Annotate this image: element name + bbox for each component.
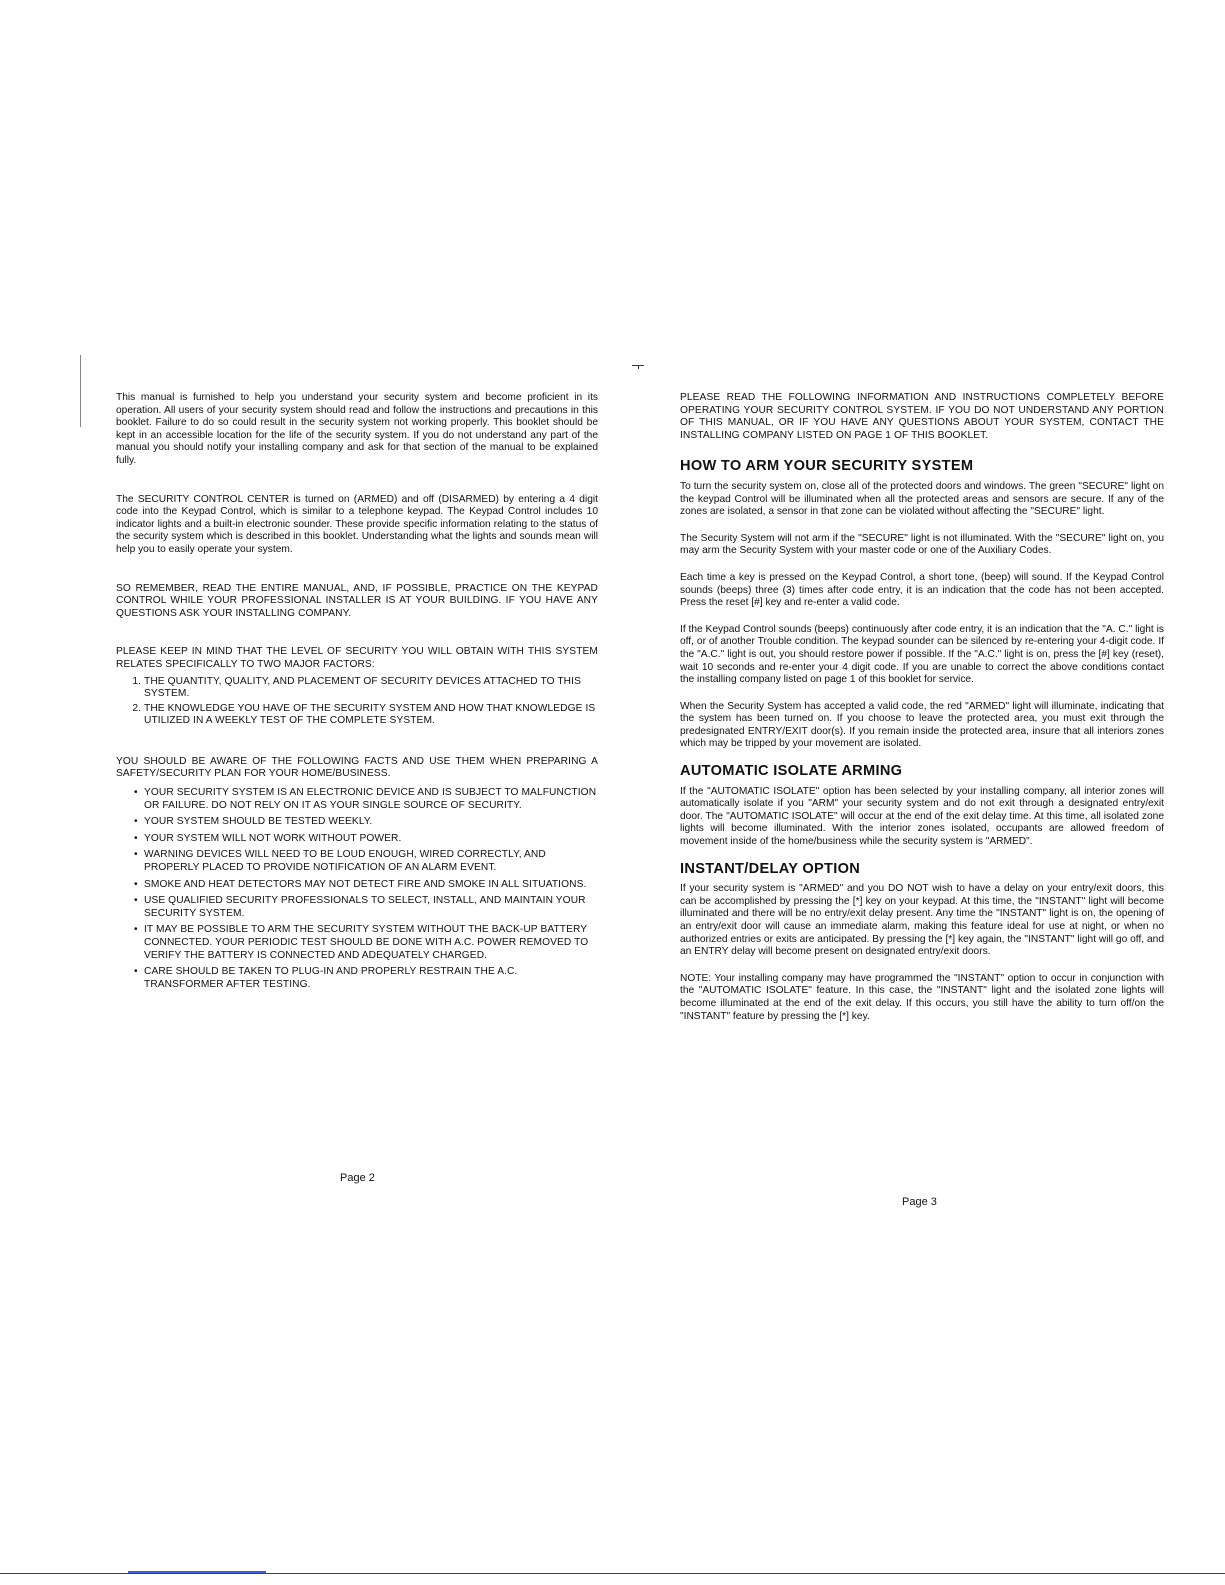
page-2 bbox=[0, 0, 612, 1585]
page-2-column bbox=[116, 392, 598, 995]
section-heading-isolate: AUTOMATIC ISOLATE ARMING bbox=[680, 763, 903, 780]
remember-paragraph: SO REMEMBER, READ THE ENTIRE MANUAL, AND, IF POSSIBLE, PRACTICE ON THE KEYPAD CONTROL WHILE YOUR PROFESSIONAL INSTALLER IS AT YOUR BUILDING. IF YOU HAVE ANY QUESTIONS ASK YOUR INSTALLING COMPANY. bbox=[116, 582, 598, 619]
fact-item: • YOUR SECURITY SYSTEM IS AN ELECTRONIC DEVICE AND IS SUBJECT TO MALFUNCTION OR FAILURE. DO NOT RELY ON IT AS YOUR SINGLE SOURCE OF SECURITY. bbox=[144, 787, 598, 812]
fact-item: • YOUR SYSTEM SHOULD BE TESTED WEEKLY. bbox=[144, 816, 598, 829]
notice-paragraph: PLEASE READ THE FOLLOWING INFORMATION AND INSTRUCTIONS COMPLETELY BEFORE OPERATING YOUR SECURITY CONTROL SYSTEM. IF YOU DO NOT UNDERSTAND ANY PORTION OF THIS MANUAL, OR IF YOU HAVE ANY QUESTIONS ABOUT YOUR SYSTEM, CONTACT THE INSTALLING COMPANY LISTED ON PAGE 1 OF THIS BOOKLET. bbox=[680, 392, 1164, 441]
facts-list bbox=[116, 787, 598, 991]
factors-intro: PLEASE KEEP IN MIND THAT THE LEVEL OF SECURITY YOU WILL OBTAIN WITH THIS SYSTEM RELATES SPECIFICALLY TO TWO MAJOR FACTORS: bbox=[116, 646, 598, 670]
fact-item: • SMOKE AND HEAT DETECTORS MAY NOT DETECT FIRE AND SMOKE IN ALL SITUATIONS. bbox=[144, 879, 598, 892]
arm-paragraph: Each time a key is pressed on the Keypad Control, a short tone, (beep) will sound. If the Keypad Control sounds (beeps) three (3) times after code entry, it is an indication that the code has not been accepted. Press the reset [#] key and re-enter a valid code. bbox=[680, 571, 1164, 609]
factors-list bbox=[116, 676, 598, 728]
arm-paragraph: To turn the security system on, close all of the protected doors and windows. The green "SECURE" light on the keypad Control will be illuminated when all the protected areas and sensors are secure. If any of the zones are isolated, a sensor in that zone can be violated without affecting the "SECURE" light. bbox=[680, 480, 1164, 518]
page-number: Page 3 bbox=[902, 1196, 937, 1208]
page-3 bbox=[612, 0, 1225, 1585]
facts-intro: YOU SHOULD BE AWARE OF THE FOLLOWING FACTS AND USE THEM WHEN PREPARING A SAFETY/SECURITY PLAN FOR YOUR HOME/BUSINESS. bbox=[116, 755, 598, 780]
bottom-rule bbox=[0, 1573, 1225, 1574]
arm-paragraph: The Security System will not arm if the "SECURE" light is not illuminated. With the "SECURE" light on, you may arm the Security System with your master code or one of the Auxiliary Codes. bbox=[680, 532, 1164, 557]
page-3-column bbox=[680, 392, 1164, 1037]
page-number: Page 2 bbox=[340, 1172, 375, 1184]
fact-item: • CARE SHOULD BE TAKEN TO PLUG-IN AND PROPERLY RESTRAIN THE A.C. TRANSFORMER AFTER TESTING. bbox=[144, 966, 598, 991]
fact-item: • USE QUALIFIED SECURITY PROFESSIONALS TO SELECT, INSTALL, AND MAINTAIN YOUR SECURITY SYSTEM. bbox=[144, 895, 598, 920]
fact-item: • IT MAY BE POSSIBLE TO ARM THE SECURITY SYSTEM WITHOUT THE BACK-UP BATTERY CONNECTED. YOUR PERIODIC TEST SHOULD BE DONE WITH A.C. POWER REMOVED TO VERIFY THE BATTERY IS CONNECTED AND ADEQUATELY CHARGED. bbox=[144, 924, 598, 962]
isolate-paragraph: If the "AUTOMATIC ISOLATE" option has been selected by your installing company, all interior zones will automatically isolate if you "ARM" your security system and do not exit through a designated entry/exit door. The "AUTOMATIC ISOLATE" will occur at the end of the exit delay time. At this time, all isolated zone lights will become illuminated. With the interior zones isolated, occupants are allowed freedom of movement inside of the home/business while the security system is "ARMED". bbox=[680, 785, 1164, 848]
fact-item: • YOUR SYSTEM WILL NOT WORK WITHOUT POWER. bbox=[144, 833, 598, 846]
factor-item: 1. THE QUANTITY, QUALITY, AND PLACEMENT OF SECURITY DEVICES ATTACHED TO THIS SYSTEM. bbox=[144, 676, 598, 701]
fact-item: • WARNING DEVICES WILL NEED TO BE LOUD ENOUGH, WIRED CORRECTLY, AND PROPERLY PLACED TO PROVIDE NOTIFICATION OF AN ALARM EVENT. bbox=[144, 849, 598, 874]
instant-note: NOTE: Your installing company may have programmed the "INSTANT" option to occur in conjunction with the "AUTOMATIC ISOLATE" feature. In this case, the "INSTANT" light and the isolated zone lights will become illuminated at the end of the exit delay. If this occurs, you still have the ability to turn off/on the "INSTANT" feature by pressing the [*] key. bbox=[680, 972, 1164, 1022]
section-heading-arm: HOW TO ARM YOUR SECURITY SYSTEM bbox=[680, 458, 974, 475]
arm-paragraph: If the Keypad Control sounds (beeps) continuously after code entry, it is an indication that the "A. C." light is off, or of another Trouble condition. The keypad sounder can be silenced by re-entering your 4-digit code. If the "A.C." light is out, you should restore power if possible. If the "A.C." light is on, press the [#] key (reset), wait 10 seconds and re-enter your 4 digit code. If you are unable to correct the above conditions contact the installing company listed on page 1 of this booklet for service. bbox=[680, 623, 1164, 686]
control-center-paragraph: The SECURITY CONTROL CENTER is turned on (ARMED) and off (DISARMED) by entering a 4 digit code into the Keypad Control, which is similar to a telephone keypad. The Keypad Control includes 10 indicator lights and a built-in electronic sounder. These provide specific information relating to the status of the security system which is described in this booklet. Understanding what the lights and sounds mean will help you to easily operate your system. bbox=[116, 493, 598, 555]
instant-paragraph: If your security system is "ARMED" and you DO NOT wish to have a delay on your entry/exit doors, this can be accomplished by pressing the [*] key on your keypad. At this time, the "INSTANT" light will become illuminated and there will be no entry/exit delay present. Any time the "INSTANT" light is on, the opening of an entry/exit door will cause an immediate alarm, making this feature ideal for use at night, or when no authorized entries or exits are anticipated. By pressing the [*] key again, the "INSTANT" light will go off, and an ENTRY delay will become present on designated entry/exit doors. bbox=[680, 883, 1164, 958]
intro-paragraph: This manual is furnished to help you understand your security system and become proficient in its operation. All users of your security system should read and follow the instructions and precautions in this booklet. Failure to do so could result in the security system not working properly. This booklet should be kept in an accessible location for the life of the security system. If you do not understand any part of the manual you should notify your installing company and ask for that section of the manual to be explained fully. bbox=[116, 392, 598, 466]
section-heading-instant: INSTANT/DELAY OPTION bbox=[680, 860, 861, 877]
bottom-blue-mark bbox=[128, 1571, 266, 1573]
arm-paragraph: When the Security System has accepted a valid code, the red "ARMED" light will illuminate, indicating that the system has been turned on. If you choose to leave the protected area, you must exit through the predesignated ENTRY/EXIT door(s). If you remain inside the protected area, insure that all interiors zones which may be tripped by your movement are isolated. bbox=[680, 700, 1164, 750]
factor-item: 2. THE KNOWLEDGE YOU HAVE OF THE SECURITY SYSTEM AND HOW THAT KNOWLEDGE IS UTILIZED IN A WEEKLY TEST OF THE COMPLETE SYSTEM. bbox=[144, 703, 598, 728]
